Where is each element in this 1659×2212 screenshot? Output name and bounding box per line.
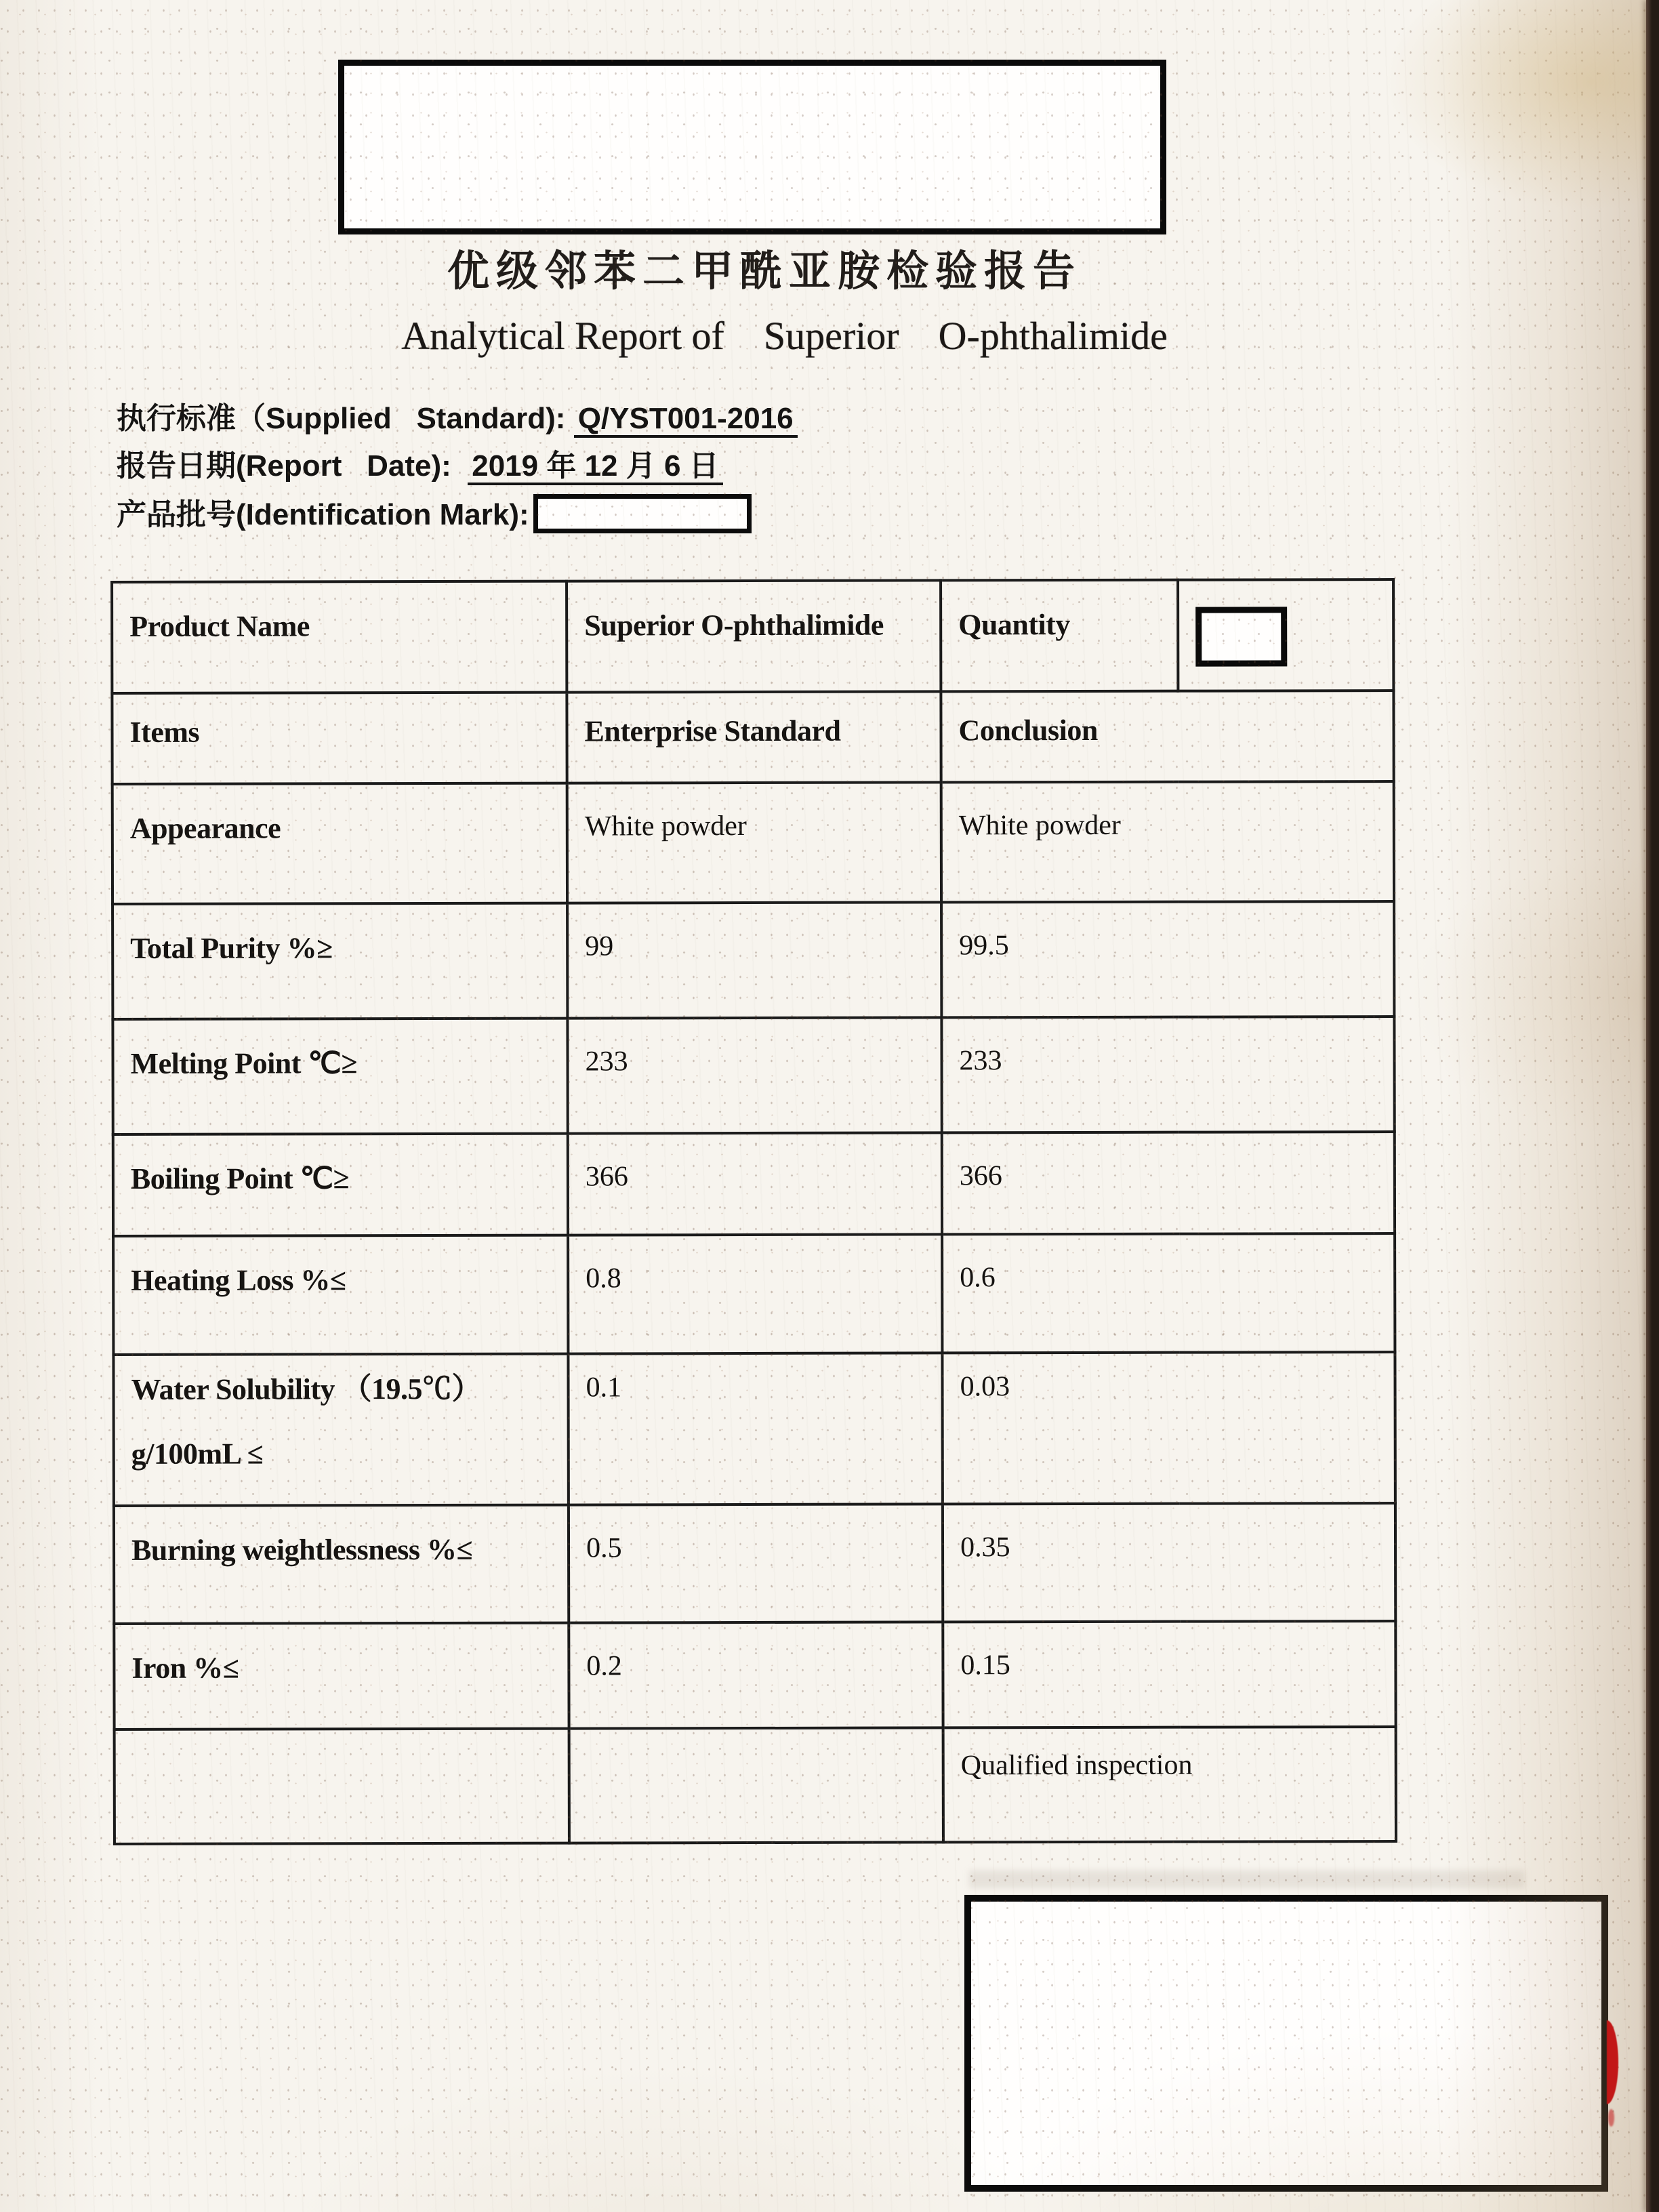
- row-conclusion: 366: [942, 1132, 1395, 1234]
- row-item-empty: [115, 1729, 569, 1844]
- table-row-appearance: [112, 781, 1394, 904]
- report-date-value: 2019 年 12 月 6 日: [468, 449, 722, 485]
- table-row-items-header: [112, 691, 1393, 784]
- enterprise-standard-label: Enterprise Standard: [567, 691, 941, 783]
- scan-dark-edge: [1646, 0, 1659, 2212]
- row-item: Water Solubility （19.5℃） g/100mL ≤: [113, 1354, 568, 1506]
- table-row-boiling-point: [113, 1132, 1395, 1236]
- supplied-standard-line: [117, 396, 798, 441]
- row-conclusion: White powder: [941, 781, 1394, 902]
- table-row-melting-point: [112, 1017, 1394, 1134]
- table-row-heating-loss: [113, 1233, 1395, 1355]
- row-item: Iron %≤: [114, 1623, 569, 1729]
- scan-ghost-smudge: [969, 1870, 1525, 1888]
- row-item: Boiling Point ℃≥: [113, 1134, 568, 1236]
- identification-mark-blank-box: [533, 494, 752, 533]
- row-conclusion: 99.5: [941, 901, 1394, 1017]
- row-standard: 0.1: [568, 1353, 942, 1504]
- row-standard-empty: [569, 1727, 943, 1843]
- analysis-table: [110, 578, 1397, 1845]
- conclusion-label: Conclusion: [941, 691, 1393, 782]
- table-row-iron: [114, 1621, 1395, 1729]
- quantity-value-cell: [1178, 579, 1393, 691]
- items-label: Items: [112, 693, 567, 784]
- row-standard: White powder: [567, 782, 941, 903]
- report-date-label: 报告日期(Report Date):: [117, 449, 468, 483]
- product-name-value: Superior O-phthalimide: [567, 580, 941, 692]
- row-standard: 99: [567, 902, 941, 1018]
- top-blank-box: [338, 60, 1166, 234]
- row-conclusion: 233: [941, 1017, 1394, 1132]
- supplied-standard-value: Q/YST001-2016: [574, 402, 798, 438]
- row-item: Appearance: [112, 783, 567, 904]
- row-item: Total Purity %≥: [112, 903, 567, 1019]
- row-standard: 0.8: [568, 1234, 942, 1353]
- row-conclusion: 0.03: [942, 1352, 1395, 1504]
- product-name-label: Product Name: [112, 581, 567, 693]
- report-date-line: [117, 444, 723, 489]
- red-seal-fragment: [1607, 2020, 1618, 2104]
- row-conclusion: 0.6: [942, 1233, 1395, 1353]
- row-standard: 0.2: [569, 1622, 943, 1728]
- row-conclusion: 0.35: [943, 1503, 1395, 1622]
- report-title-english: Analytical Report of Superior O-phthalimide: [401, 314, 1168, 358]
- qualified-inspection-note: Qualified inspection: [943, 1727, 1396, 1842]
- identification-mark-label: 产品批号(Identification Mark):: [117, 498, 529, 531]
- row-standard: 233: [567, 1017, 941, 1133]
- supplied-standard-label: 执行标准（Supplied Standard):: [117, 402, 574, 435]
- quantity-blank-box: [1195, 607, 1287, 666]
- bottom-stamp-blank-box: [964, 1895, 1608, 2192]
- row-standard: 0.5: [569, 1504, 943, 1622]
- row-standard: 366: [568, 1132, 942, 1235]
- table-row-burning-weightlessness: [114, 1503, 1395, 1624]
- table-row-water-solubility: [113, 1352, 1395, 1506]
- red-seal-speck: [1608, 2109, 1614, 2127]
- quantity-label: Quantity: [941, 580, 1178, 692]
- row-item: Heating Loss %≤: [113, 1235, 568, 1355]
- table-row-total-purity: [112, 901, 1394, 1019]
- table-row-product-name: [112, 579, 1393, 693]
- row-item: Melting Point ℃≥: [112, 1019, 567, 1134]
- table-row-qualified: [115, 1727, 1396, 1844]
- report-title-chinese: 优级邻苯二甲酰亚胺检验报告: [447, 246, 1082, 295]
- row-item: Burning weightlessness %≤: [114, 1505, 569, 1624]
- identification-mark-line: [117, 493, 752, 537]
- row-conclusion: 0.15: [943, 1621, 1395, 1727]
